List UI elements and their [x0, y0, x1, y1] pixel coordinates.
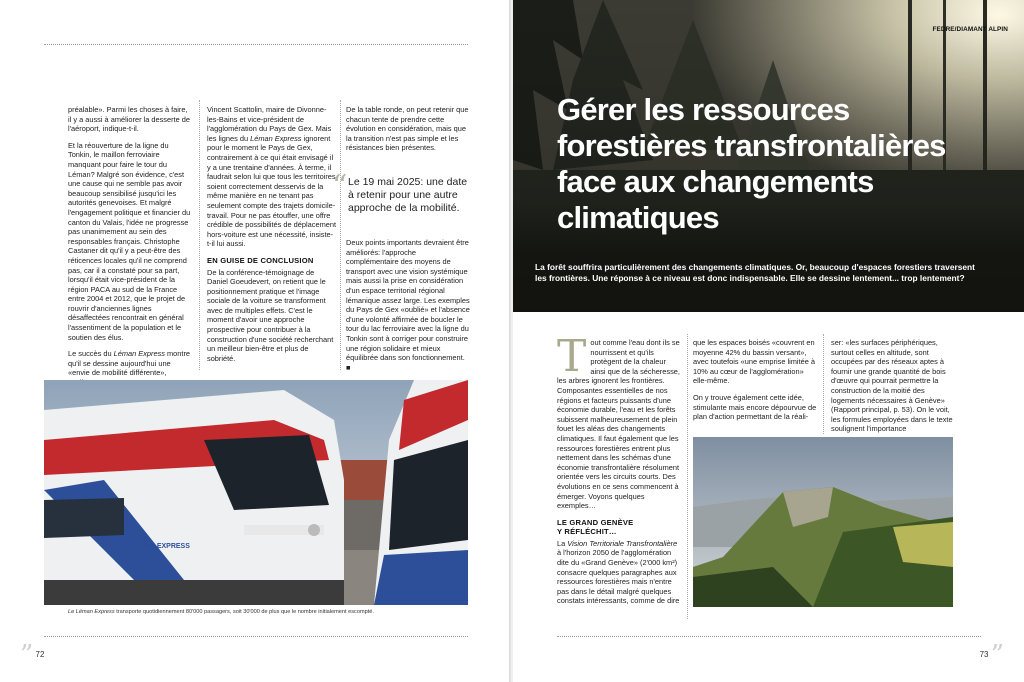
paragraph: préalable». Parmi les choses à faire, il y a aussi à améliorer la desserte de l'aéroport, indique-t-il. — [68, 105, 191, 134]
folio-right — [980, 640, 1004, 670]
column-divider — [199, 100, 200, 370]
article-title: Gérer les ressources forestières transfrontalières face aux changements climatiques — [557, 92, 946, 235]
right-page — [513, 0, 1024, 682]
pull-quote-text: Le 19 mai 2025: une date à retenir pour une autre approche de la mobilité. — [348, 176, 468, 214]
paragraph: Et la réouverture de la ligne du Tonkin, le maillon ferroviaire manquant pour faire le tour du Léman? Malgré son évidence, c'est une cause qui ne semble pas avoir beaucoup sensibilisé jusqu'ici les autorités genevoises. Et malgré l'engagement politique et financier du canton du Valais, l'idée ne progresse pas unanimement au sein des responsables français. Christophe Castaner dit qu'il y a peut-être des réticences locales qu'il ne comprend pas, car il a constaté pour sa part, lorsqu'il était vice-président de la région PACA au sud de la France entre 2004 et 2012, que le projet de rouvrir d'anciennes lignes désaffectées rencontrait en général l'assentiment de la population et le soutien des élus. — [68, 140, 191, 342]
column-divider — [823, 334, 824, 434]
bottom-rule — [557, 636, 981, 638]
page-number: 72 — [35, 650, 45, 660]
top-rule — [44, 44, 468, 46]
paragraph: De la table ronde, on peut retenir que chacun tente de prendre cette évolution en considération, mais que la transition n'est pas simple et les résistances bien présentes. — [346, 105, 469, 153]
paragraph: On y trouve également cette idée, stimulante mais encore dépourvue de plan d'action permettant de la réali- — [693, 392, 817, 422]
quote-mark-icon: ” — [20, 640, 34, 670]
section-heading: LE GRAND GENÈVE Y RÉFLÉCHIT… — [557, 517, 634, 537]
column-2 — [207, 105, 337, 370]
train-logo-text: LÉMAN EXPRESS — [130, 543, 190, 550]
column-divider — [687, 334, 688, 619]
paragraph: De la conférence-témoignage de Daniel Goeudevert, on retient que le positionnement pratique et l'image sociale de la voiture se transforment avec de multiples effets. C'est le moment d'avoir une approche prospective pour contribuer à la construction d'une société recherchant un meilleur bien-être et plus de sobriété. — [207, 267, 334, 363]
paragraph: Vincent Scattolin, maire de Divonne-les-Bains et vice-président de l'agglomération du Pays de Gex. Mais les lignes du Léman Express ignorent pour le moment le Pays de Gex, contrairement à ce qui était envisagé il y a une trentaine d'années. À terme, il faudrait selon lui que tous les territoires soient correctement desservis de la même manière en ne tenant pas seulement compte des trajets domicile-travail. Pour ne pas étouffer, une offre crédible de possibilités de déplacement hors-voiture est une nécessité, insiste-t-il lui aussi. — [207, 105, 337, 249]
paragraph: Le succès du Léman Express montre qu'il se dessine aujourd'hui une «envie de mobilité différente», — [68, 349, 191, 378]
page-number: 73 — [979, 650, 989, 660]
column-divider — [340, 100, 341, 370]
column-3-bottom — [346, 238, 470, 379]
section-heading: EN GUISE DE CONCLUSION — [207, 255, 314, 265]
brand-label: FEDRE/DIAMANT ALPIN — [932, 26, 1008, 33]
quote-mark-icon: “ — [332, 169, 348, 204]
photo-caption: Le Léman Express transporte quotidiennement 80'000 passagers, soit 30'000 de plus que le nombre initialement escompté. — [68, 609, 374, 615]
pull-quote — [332, 169, 468, 215]
column-2 — [693, 338, 817, 429]
column-3-top — [346, 105, 470, 160]
paragraph: ser: «les surfaces périphériques, surtout celles en altitude, sont occupées par des réseaux aptes à fournir une grande quantité de bois d'œuvre qui pourrait permettre la construction de la moitié des logements nécessaires à Genève» (Rapport principal, p. 53). On le voit, les formules employées dans le texte soulignent l'importance — [831, 338, 953, 434]
paragraph: Tout comme l'eau dont ils se nourrissent et qu'ils protègent de la chaleur ainsi que de la sécheresse, les arbres ignorent les frontières. Composantes essentielles de nos régions et facteurs puissants d'une économie durable, l'eau et les forêts subissent malheureusement de plein fouet les aléas des changements climatiques. Il faut également que les ressources forestières entrent plus nettement dans les schémas d'une économie transfrontalière résolument orientée vers les circuits courts. Des évolutions en ce sens commencent à émerger. Voyons quelques exemples… — [557, 331, 680, 511]
quote-mark-icon: ” — [990, 640, 1004, 670]
paragraph: Deux points importants devraient être améliorés: l'approche complémentaire des moyens de transport avec une vision systémique mais aussi la prise en considération d'un espace territorial régional lémanique assez large. Les exemples du Pays de Gex «oublié» et l'absence d'une volonté affirmée de boucler le tour du lac ferroviaire avec la ligne du Tonkin sont à corriger pour construire une région solidaire et mieux équilibrée dans son fonctionnement. ■ — [346, 238, 470, 372]
paragraph: La Vision Territoriale Transfrontalière à l'horizon 2050 de l'agglomération dite du «Grand Genève» (2'000 km²) consacre quelques paragraphes aux ressources forestières mais n'entre pas dans le détail malgré quelques constats intéressants, comme de dire — [557, 538, 680, 606]
column-1 — [68, 105, 192, 395]
drop-cap: T — [557, 331, 587, 382]
article-lead: La forêt souffrira particulièrement des changements climatiques. Or, beaucoup d'espaces forestiers traversent les frontières. Une réponse à ce niveau est donc indispensable. Elle se dessine lentement... trop lentement? — [535, 262, 975, 283]
paragraph: que les espaces boisés «couvrent en moyenne 42% du bassin versant», avec toutefois «une emprise limitée à 10% au cœur de l'agglomération» elle-même. — [693, 338, 816, 386]
column-1 — [557, 331, 681, 613]
bottom-rule — [44, 636, 468, 638]
column-3 — [831, 338, 955, 441]
left-page — [0, 0, 511, 682]
train-photo — [44, 380, 468, 605]
landscape-photo — [693, 437, 953, 607]
folio-left — [20, 640, 44, 670]
